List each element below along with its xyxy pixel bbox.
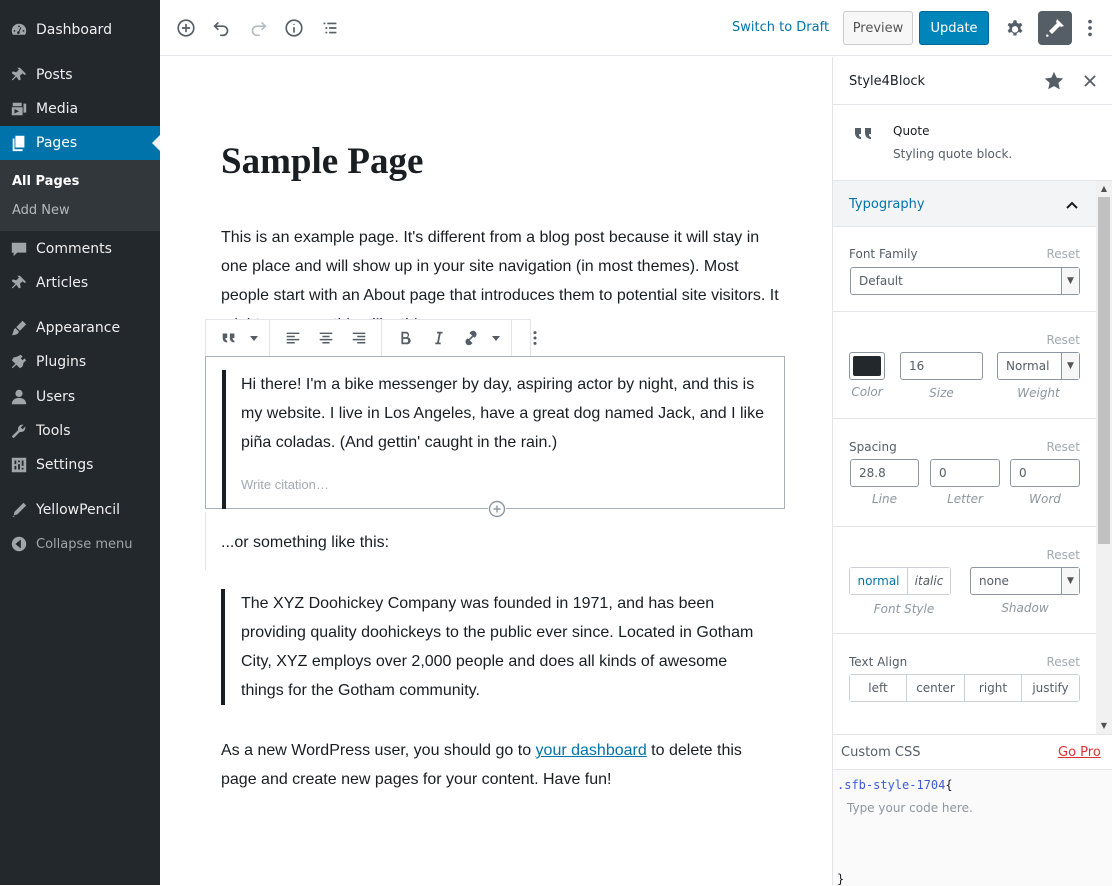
menu-dashboard[interactable]: [0, 13, 160, 47]
block-more-icon[interactable]: [518, 320, 551, 356]
font-size-input[interactable]: [900, 352, 983, 380]
shadow-select[interactable]: [970, 567, 1080, 595]
style4block-plugin-button[interactable]: [1038, 11, 1072, 45]
undo-icon[interactable]: [210, 16, 234, 40]
admin-sidebar: [0, 0, 160, 885]
line-height-input[interactable]: [850, 459, 919, 487]
quote-text[interactable]: Hi there! I'm a bike messenger by day, aspiring actor by night, and this is my website. I live in Los Angeles, have a great dog named Jack, and I like piña coladas. (And gettin' caught in the rain.): [241, 376, 764, 451]
menu-plugins[interactable]: [0, 345, 160, 379]
settings-sidebar: [832, 57, 1112, 885]
block-description: Styling quote block.: [893, 147, 1013, 161]
custom-css-panel: [833, 734, 1112, 885]
submenu-all-pages[interactable]: All Pages: [12, 174, 80, 189]
paragraph-text: As a new WordPress user, you should go to: [221, 742, 536, 759]
line-height-value: 28.8: [859, 466, 886, 480]
menu-appearance[interactable]: [0, 311, 160, 345]
menu-media[interactable]: [0, 92, 160, 126]
gear-icon[interactable]: [1003, 16, 1027, 40]
quote-type-icon[interactable]: [212, 320, 245, 356]
plug-icon: [9, 352, 29, 372]
spacing-section: [833, 419, 1096, 527]
star-icon[interactable]: [1043, 70, 1065, 92]
word-spacing-value: 0: [1019, 466, 1027, 480]
paragraph-text: ...or something like this:: [221, 534, 390, 551]
block-card: [833, 105, 1112, 181]
css-close-brace: }: [837, 872, 845, 886]
quote-border: [222, 370, 226, 509]
shadow-label: Shadow: [1001, 601, 1049, 615]
menu-label: Settings: [36, 457, 94, 473]
switch-to-draft-link[interactable]: Switch to Draft: [732, 20, 830, 35]
text-align-label: Text Align: [849, 655, 908, 669]
page-title[interactable]: Sample Page: [221, 141, 424, 182]
close-icon[interactable]: [1081, 72, 1099, 90]
sidebar-header: [833, 57, 1112, 105]
menu-tools[interactable]: [0, 414, 160, 448]
paragraph-block[interactable]: [221, 223, 781, 318]
pages-icon: [9, 133, 29, 153]
spacing-label: Spacing: [849, 440, 897, 454]
menu-label: Posts: [36, 67, 73, 83]
font-family-value: Default: [859, 274, 903, 288]
align-left-option[interactable]: left: [850, 675, 907, 701]
menu-label: Tools: [36, 423, 71, 439]
chevron-down-icon: ▼: [1061, 568, 1079, 594]
reset-button[interactable]: Reset: [1046, 548, 1080, 562]
menu-collapse[interactable]: [0, 527, 160, 561]
word-label: Word: [1029, 492, 1061, 506]
font-style-toggle: [849, 567, 951, 595]
paragraph-block[interactable]: [221, 528, 781, 557]
scroll-up-icon[interactable]: ▲: [1100, 184, 1108, 193]
css-selector-line: [837, 778, 953, 792]
align-right-icon[interactable]: [342, 320, 375, 356]
css-placeholder: Type your code here.: [847, 801, 973, 815]
font-style-normal[interactable]: normal: [850, 568, 908, 594]
user-icon: [9, 387, 29, 407]
dashboard-link[interactable]: your dashboard: [535, 742, 647, 759]
reset-button[interactable]: Reset: [1046, 333, 1080, 347]
editor-toolbar: [160, 0, 1112, 56]
wrench-icon: [9, 421, 29, 441]
reset-button[interactable]: Reset: [1046, 440, 1080, 454]
chevron-down-icon[interactable]: [487, 320, 505, 356]
chevron-down-icon: ▼: [1061, 353, 1079, 379]
weight-label: Weight: [1017, 386, 1060, 400]
reset-button[interactable]: Reset: [1046, 247, 1080, 261]
pencil-icon: [9, 500, 29, 520]
menu-posts[interactable]: [0, 58, 160, 92]
submenu-add-new[interactable]: Add New: [12, 203, 70, 218]
chevron-up-icon: [1065, 197, 1079, 211]
collapse-icon: [9, 534, 29, 554]
italic-icon[interactable]: [421, 320, 454, 356]
align-center-icon[interactable]: [309, 320, 342, 356]
add-block-icon[interactable]: [174, 16, 198, 40]
text-align-toggle: [849, 674, 1080, 702]
redo-icon[interactable]: [246, 16, 270, 40]
hammer-icon: [1045, 18, 1065, 38]
font-size-value: 16: [909, 359, 925, 373]
font-style-label: Font Style: [873, 602, 935, 616]
chevron-down-icon[interactable]: [245, 320, 263, 356]
letter-label: Letter: [947, 492, 983, 506]
menu-label: Users: [36, 389, 76, 405]
pin-icon: [9, 65, 29, 85]
menu-label: Comments: [36, 241, 112, 257]
menu-label: Plugins: [36, 354, 87, 370]
font-style-shadow-section: [833, 527, 1096, 634]
menu-settings[interactable]: [0, 448, 160, 482]
font-family-label: Font Family: [849, 247, 918, 261]
block-toolbar: [205, 319, 531, 357]
selected-quote-block[interactable]: [205, 356, 785, 509]
quote-icon: [853, 125, 875, 143]
pin-icon: [9, 273, 29, 293]
bold-icon[interactable]: [388, 320, 421, 356]
menu-label: Collapse menu: [36, 536, 133, 552]
menu-articles[interactable]: [0, 266, 160, 300]
typography-panel-toggle[interactable]: [833, 181, 1096, 227]
word-spacing-input[interactable]: [1010, 459, 1080, 487]
color-swatch-fill: [853, 356, 881, 376]
text-align-section: [833, 634, 1096, 734]
citation-placeholder[interactable]: Write citation…: [241, 477, 329, 492]
align-justify-option[interactable]: justify: [1022, 675, 1079, 701]
align-left-icon[interactable]: [276, 320, 309, 356]
settings-icon: [9, 455, 29, 475]
media-icon: [9, 99, 29, 119]
paragraph-text: to delete this page and create new pages for your content. Have fun!: [221, 742, 742, 788]
css-selector: .sfb-style-1704: [837, 778, 946, 792]
inserter-plus-icon[interactable]: [488, 500, 506, 518]
scroll-down-icon[interactable]: ▼: [1100, 721, 1108, 730]
font-family-section: [833, 227, 1096, 312]
update-button[interactable]: Update: [919, 11, 989, 45]
scrollbar-thumb[interactable]: [1098, 197, 1110, 544]
block-divider: [205, 512, 206, 570]
comments-icon: [9, 239, 29, 259]
menu-label: Dashboard: [36, 22, 112, 38]
brush-icon: [9, 318, 29, 338]
size-label: Size: [929, 386, 954, 400]
editor-canvas: [160, 57, 832, 885]
quote-text[interactable]: The XYZ Doohickey Company was founded in 1971, and has been providing quality doohickeys to the public ever since. Located in Gotham City, XYZ employs over 2,000 people and does all kinds of awesome things for the Gotham community.: [241, 595, 754, 699]
align-right-option[interactable]: right: [965, 675, 1022, 701]
menu-label: Appearance: [36, 320, 121, 336]
menu-pages[interactable]: [0, 126, 160, 160]
paragraph-text: This is an example page. It's different from a blog post because it will stay in one place and will show up in your site navigation (in most themes). Most people start with an About page that introduces them to potential site visitors. It: [221, 229, 779, 304]
menu-label: Pages: [36, 135, 78, 151]
quote-border: [221, 589, 225, 705]
shadow-value: none: [979, 574, 1009, 588]
color-picker[interactable]: [849, 352, 885, 380]
paragraph-block[interactable]: [221, 736, 781, 794]
preview-button[interactable]: Preview: [843, 11, 913, 45]
letter-spacing-value: 0: [939, 466, 947, 480]
pages-submenu: [0, 160, 160, 231]
menu-label: Media: [36, 101, 79, 117]
outline-icon[interactable]: [318, 16, 342, 40]
font-weight-select[interactable]: [997, 352, 1080, 380]
chevron-down-icon: ▼: [1061, 268, 1079, 294]
more-options-icon[interactable]: [1078, 16, 1102, 40]
css-code-editor[interactable]: [833, 769, 1112, 886]
custom-css-label: Custom CSS: [841, 745, 921, 760]
line-label: Line: [871, 492, 897, 506]
dashboard-icon: [9, 20, 29, 40]
settings-panels: [833, 181, 1112, 734]
color-label: Color: [851, 385, 883, 399]
menu-label: Articles: [36, 275, 89, 291]
css-open-brace: {: [945, 778, 953, 792]
align-center-option[interactable]: center: [907, 675, 965, 701]
menu-comments[interactable]: [0, 232, 160, 266]
reset-button[interactable]: Reset: [1046, 655, 1080, 669]
menu-users[interactable]: [0, 380, 160, 414]
link-icon[interactable]: [454, 320, 487, 356]
font-family-select[interactable]: [850, 267, 1080, 295]
block-name: Quote: [893, 124, 930, 138]
letter-spacing-input[interactable]: [930, 459, 1000, 487]
font-style-italic[interactable]: italic: [908, 568, 950, 594]
font-weight-value: Normal: [1006, 359, 1050, 373]
go-pro-link[interactable]: Go Pro: [1058, 745, 1101, 760]
menu-yellowpencil[interactable]: [0, 493, 160, 527]
typography-label: Typography: [849, 197, 925, 212]
sidebar-title: Style4Block: [849, 74, 926, 89]
menu-label: YellowPencil: [36, 502, 121, 518]
info-icon[interactable]: [282, 16, 306, 40]
font-style-section: [833, 312, 1096, 419]
